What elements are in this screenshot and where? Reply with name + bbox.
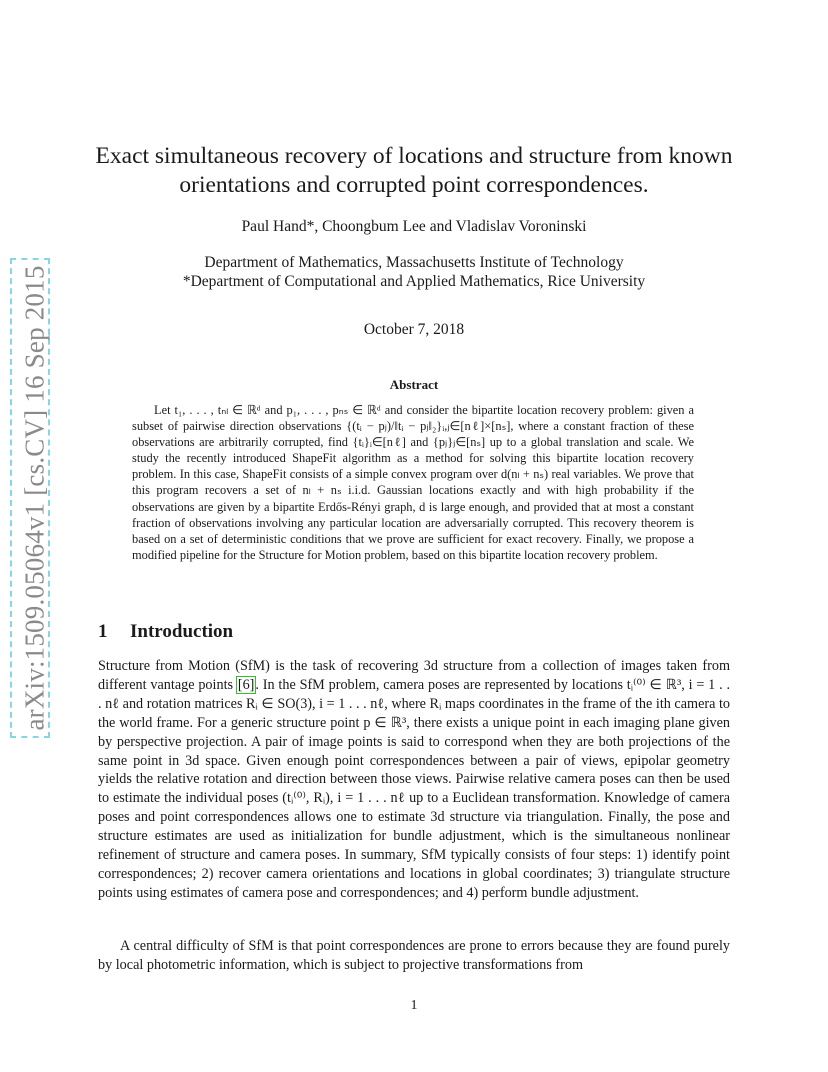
page-number: 1 bbox=[410, 998, 418, 1013]
intro-paragraph-2: A central difficulty of SfM is that point correspondences are prone to errors because they are found purely by local photometric information, which is subject to projective transformations from bbox=[98, 938, 730, 973]
abstract-text: Let t₁, . . . , tₙₗ ∈ ℝᵈ and p₁, . . . , pₙₛ ∈ ℝᵈ and consider the bipartite location recovery problem: given a subset of pairwise direction observations {(tᵢ − pⱼ)/‖tᵢ − pⱼ‖₂}ᵢ,ⱼ∈[nℓ]×[nₛ], where a constant fraction of these observations are arbitrarily corrupted, find {tᵢ}ᵢ∈[nℓ] and {pⱼ}ⱼ∈[nₛ] up to a global translation and scale. We study the recently introduced ShapeFit algorithm as a method for solving this bipartite location recovery problem. In this case, ShapeFit consists of a simple convex program over d(nₗ + nₛ) real variables. We prove that this program recovers a set of nₗ + nₛ i.i.d. Gaussian locations exactly and with high probability if the observations are given by a bipartite Erdős-Rényi graph, d is large enough, and provided that at most a constant fraction of observations involving any particular location are adversarially corrupted. This recovery theorem is based on a set of deterministic conditions that we prove are sufficient for exact recovery. Finally, we propose a modified pipeline for the Structure for Motion problem, based on this bipartite location recovery problem. bbox=[132, 403, 694, 562]
intro-paragraph bbox=[98, 657, 730, 903]
section-title: Introduction bbox=[130, 621, 234, 642]
paper-title: Exact simultaneous recovery of locations and structure from known orientations and corrupted point correspondences. bbox=[95, 143, 733, 198]
affiliation-line: Department of Mathematics, Massachusetts Institute of Technology bbox=[204, 254, 624, 271]
affiliation-line: *Department of Computational and Applied Mathematics, Rice University bbox=[182, 273, 646, 290]
affiliations bbox=[100, 253, 728, 291]
abstract-heading: Abstract bbox=[389, 377, 439, 392]
arxiv-identifier-stamp: arXiv:1509.05064v1 [cs.CV] 16 Sep 2015 bbox=[19, 265, 50, 731]
citation-link[interactable]: [6] bbox=[237, 676, 255, 693]
paper-date: October 7, 2018 bbox=[363, 321, 465, 338]
intro-text-before-citation: Structure from Motion (SfM) is the task of recovering 3d structure from a collection of images taken from different vantage points bbox=[98, 658, 730, 693]
section-number: 1 bbox=[98, 621, 108, 642]
section-heading bbox=[98, 621, 233, 643]
intro-text-after-citation: . In the SfM problem, camera poses are represented by locations tᵢ⁽⁰⁾ ∈ ℝ³, i = 1 . . . nℓ and rotation matrices Rᵢ ∈ SO(3), i = 1 . . . nℓ, where Rᵢ maps coordinates in the frame of the ith camera to the world frame. For a generic structure point p ∈ ℝ³, there exists a unique point in each imaging plane given by perspective projection. A pair of image points is said to correspond when they are both projections of the same point in 3d space. Given enough point correspondences between a pair of views, epipolar geometry yields the relative rotation and direction between those views. Pairwise relative camera poses can then be used to estimate the individual poses (tᵢ⁽⁰⁾, Rᵢ), i = 1 . . . nℓ up to a Euclidean transformation. Knowledge of camera poses and point correspondences allows one to estimate 3d structure via triangulation. Finally, the pose and structure estimates are used as initialization for bundle adjustment, which is the simultaneous nonlinear refinement of structure and camera poses. In summary, SfM typically consists of four steps: 1) identify point correspondences; 2) recover camera orientations and locations in global coordinates; 3) triangulate structure points using estimates of camera pose and correspondences; and 4) perform bundle adjustment. bbox=[98, 676, 730, 901]
author-list: Paul Hand*, Choongbum Lee and Vladislav Voroninski bbox=[241, 218, 587, 235]
